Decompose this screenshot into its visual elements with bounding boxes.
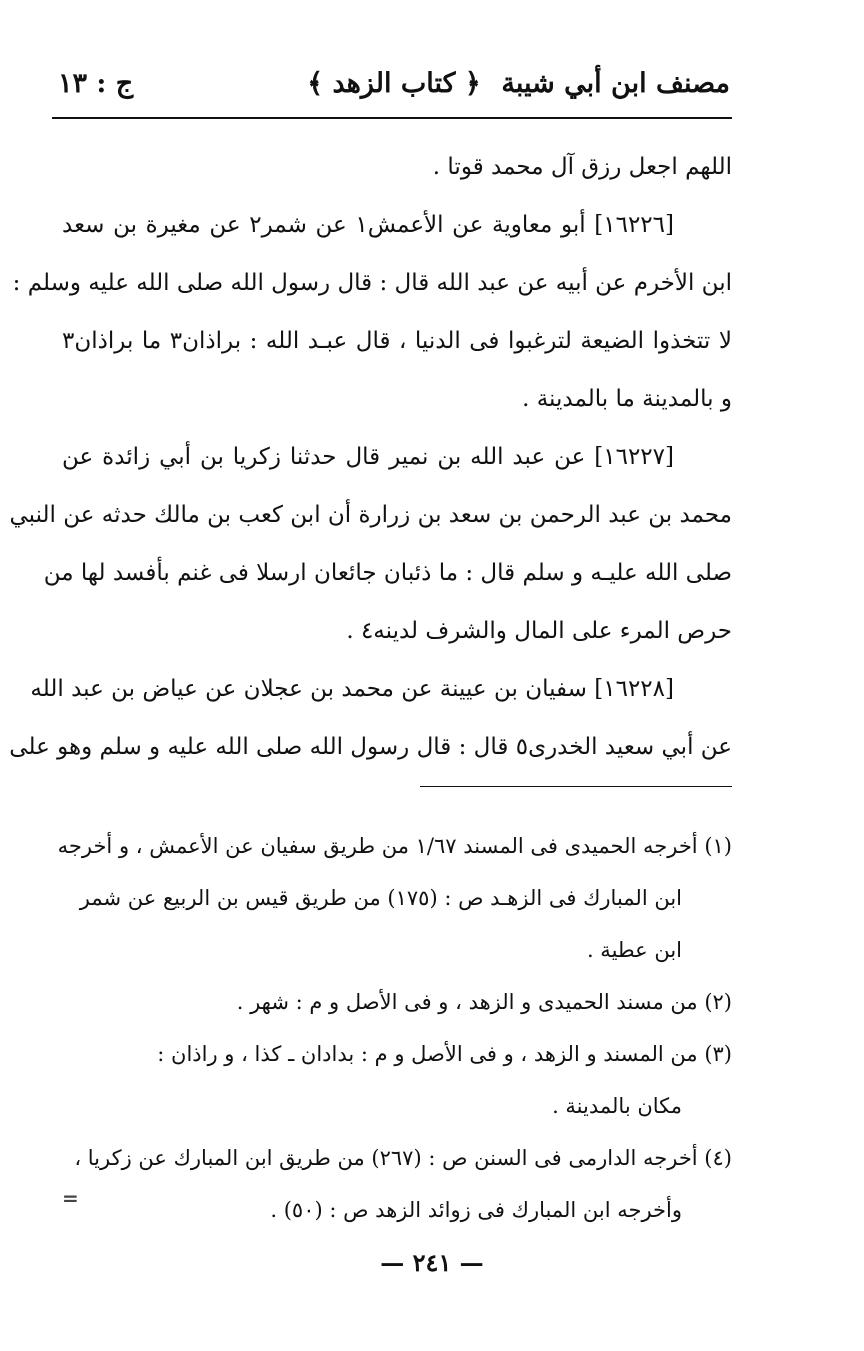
- text-line: صلى الله عليـه و سلم قال : ما ذئبان جائعان ارسلا فى غنم بأفسد لها من: [43, 560, 732, 586]
- text-line: اللهم اجعل رزق آل محمد قوتا .: [432, 154, 732, 180]
- footnote-rule: [420, 786, 732, 787]
- main-text: [9, 138, 732, 776]
- edge-mark: =: [62, 1186, 79, 1210]
- footnote-3: (٣) من المسند و الزهد ، و فى الأصل و م : بدادان ـ كذا ، و راذان :: [157, 1042, 732, 1066]
- footnote-4: (٤) أخرجه الدارمى فى السنن ص : (٢٦٧) من طريق ابن المبارك عن زكريا ،: [74, 1146, 732, 1170]
- hadith-16227-line: [١٦٢٢٧] عن عبد الله بن نمير قال حدثنا زكريا بن أبي زائدة عن: [62, 444, 674, 470]
- footnote-3-cont: مكان بالمدينة .: [552, 1094, 682, 1118]
- text-line: ابن الأخرم عن أبيه عن عبد الله قال : قال رسول الله صلى الله عليه وسلم :: [12, 270, 732, 296]
- footnotes: [57, 820, 732, 1236]
- text-line: محمد بن عبد الرحمن بن سعد بن زرارة أن ابن كعب بن مالك حدثه عن النبي: [9, 502, 732, 528]
- running-header: [58, 62, 730, 112]
- chapter-title: ﴿ كتاب الزهد ﴾: [307, 68, 481, 99]
- footnote-1-cont: ابن المبارك فى الزهـد ص : (١٧٥) من طريق قيس بن الربيع عن شمر: [79, 886, 682, 910]
- footnote-4-cont: وأخرجه ابن المبارك فى زوائد الزهد ص : (٥٠) .: [270, 1198, 682, 1222]
- footnote-1-cont: ابن عطية .: [586, 938, 682, 962]
- text-line: عن أبي سعيد الخدرى٥ قال : قال رسول الله صلى الله عليه و سلم وهو على: [9, 734, 732, 760]
- text-line: حرص المرء على المال والشرف لدينه٤ .: [346, 618, 732, 644]
- footnote-1: (١) أخرجه الحميدى فى المسند ١/٦٧ من طريق سفيان عن الأعمش ، و أخرجه: [57, 834, 732, 858]
- text-line: لا تتخذوا الضيعة لترغبوا فى الدنيا ، قال عبـد الله : براذان٣ ما براذان٣: [62, 328, 732, 354]
- book-title: مصنف ابن أبي شيبة: [501, 68, 730, 99]
- page-number: — ٢٤١ —: [380, 1248, 484, 1277]
- header-rule: [52, 117, 732, 119]
- hadith-16226-line: [١٦٢٢٦] أبو معاوية عن الأعمش١ عن شمر٢ عن مغيرة بن سعد: [62, 212, 674, 238]
- hadith-16228-line: [١٦٢٢٨] سفيان بن عيينة عن محمد بن عجلان عن عياض بن عبد الله: [30, 676, 674, 702]
- volume-number: ج : ١٣: [58, 68, 134, 99]
- text-line: و بالمدينة ما بالمدينة .: [522, 386, 732, 412]
- footnote-2: (٢) من مسند الحميدى و الزهد ، و فى الأصل و م : شهر .: [236, 990, 732, 1014]
